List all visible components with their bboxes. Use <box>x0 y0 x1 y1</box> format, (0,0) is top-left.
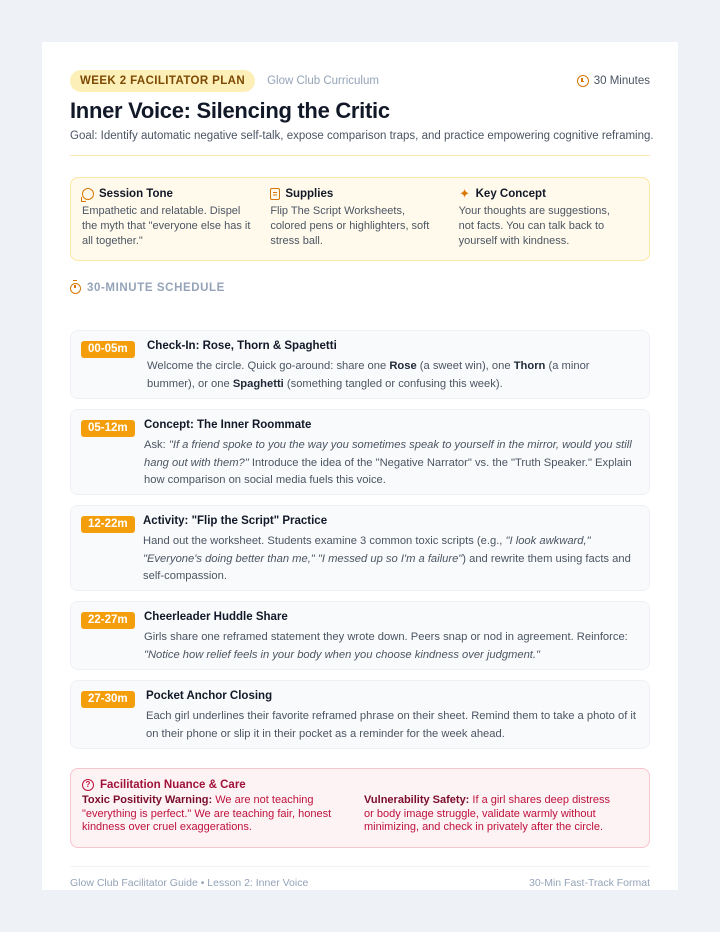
care-title: Facilitation Nuance & Care <box>100 779 246 791</box>
body-text: Welcome the circle. Quick go-around: share one <box>147 360 390 372</box>
time-badge: 27-30m <box>81 691 135 708</box>
vulnerability-safety-text: If a girl shares deep distress or body image struggle, validate warmly without minimizing, and check in privately after the circle. <box>364 794 610 833</box>
schedule-item <box>70 505 650 591</box>
help-circle-icon: ? <box>82 779 94 791</box>
care-columns <box>82 794 638 835</box>
body-text: Girls share one reframed statement they wrote down. Peers snap or nod in agreement. Reinforce: <box>144 631 628 643</box>
supplies-title: Supplies <box>285 188 334 200</box>
page-title: Inner Voice: Silencing the Critic <box>70 98 390 123</box>
schedule-heading <box>70 282 650 294</box>
duration-label: 30 Minutes <box>593 75 650 87</box>
emphasis-term: Thorn <box>513 360 546 372</box>
body-text: (a sweet win), one <box>416 360 514 372</box>
schedule-item-title: Check-In: Rose, Thorn & Spaghetti <box>147 340 337 352</box>
clock-icon <box>577 75 589 87</box>
session-tone-text: Empathetic and relatable. Dispel the myth that "everyone else has it all together." <box>82 205 251 247</box>
body-text: (something tangled or confusing this week). <box>283 377 503 390</box>
footer-format-label: 30-Min Fast-Track Format <box>529 877 650 889</box>
emphasis-term: Rose <box>389 360 417 372</box>
session-info-panel <box>70 177 650 261</box>
page-content <box>70 70 654 889</box>
schedule-item <box>70 680 650 749</box>
duration <box>577 75 650 87</box>
body-text: Hand out the worksheet. Students examine 3 common toxic scripts (e.g., <box>143 535 506 547</box>
toxic-positivity-text: We are not teaching "everything is perfect." We are teaching fair, honest kindness over cruel exaggerations. <box>82 794 332 833</box>
page-footer <box>70 866 650 889</box>
body-text: Introduce the idea of the "Negative Narrator" vs. the "Truth Speaker." Explain how comparison on social media fuels this voice. <box>144 456 632 486</box>
time-badge: 12-22m <box>81 516 135 533</box>
key-concept-title: Key Concept <box>475 188 546 200</box>
supplies-heading <box>270 188 442 200</box>
quoted-prompt: "Notice how relief feels in your body when you choose kindness over judgment." <box>144 648 540 661</box>
quoted-prompt: "If a friend spoke to you the way you sometimes speak to yourself in the mirror, would you still hang out with them?" <box>144 439 632 469</box>
vulnerability-safety-label: Vulnerability Safety: <box>364 794 470 806</box>
schedule-item-body <box>147 358 639 393</box>
lesson-plan-page <box>42 42 678 890</box>
schedule-item-body <box>143 533 639 586</box>
quoted-prompt: "I look awkward," "Everyone's doing better than me," "I messed up so I'm a failure" <box>143 535 591 565</box>
schedule-item-body <box>144 437 639 490</box>
time-badge: 05-12m <box>81 420 135 437</box>
vulnerability-safety-note <box>360 794 638 835</box>
session-tone-title: Session Tone <box>99 188 173 200</box>
body-text: ) and rewrite them using facts and self-compassion. <box>143 552 631 582</box>
toxic-positivity-label: Toxic Positivity Warning: <box>82 794 213 806</box>
schedule-item-title: Pocket Anchor Closing <box>146 690 273 702</box>
key-concept-heading <box>459 188 628 200</box>
body-text: Each girl underlines their favorite reframed phrase on their sheet. Remind them to take a photo of it on their phone or slip it in their pocket as a reminder for the week ahead. <box>146 710 637 740</box>
schedule-item-body <box>146 708 639 743</box>
key-concept-text: Your thoughts are suggestions, not facts. You can talk back to yourself with kindness. <box>458 205 610 247</box>
supplies-text: Flip The Script Worksheets, colored pens or highlighters, soft stress ball. <box>270 205 430 247</box>
goal-text: Goal: Identify automatic negative self-talk, expose comparison traps, and practice empowering cognitive reframing. <box>70 130 654 142</box>
time-badge: 00-05m <box>81 341 135 358</box>
schedule-item-title: Activity: "Flip the Script" Practice <box>143 515 328 527</box>
header-meta-row <box>70 70 650 92</box>
key-concept-card <box>453 188 638 250</box>
schedule-item <box>70 601 650 670</box>
schedule-item <box>70 330 650 399</box>
facilitation-care-panel <box>70 768 650 848</box>
stopwatch-icon <box>70 283 81 294</box>
divider <box>70 155 650 156</box>
care-heading <box>82 779 638 791</box>
time-badge: 22-27m <box>81 612 135 629</box>
sparkle-icon: ✦ <box>459 186 471 201</box>
schedule-item-title: Concept: The Inner Roommate <box>144 419 312 431</box>
week-badge: WEEK 2 FACILITATOR PLAN <box>70 70 255 92</box>
schedule-heading-label: 30-MINUTE SCHEDULE <box>87 282 225 294</box>
curriculum-label: Glow Club Curriculum <box>267 75 379 87</box>
toxic-positivity-note <box>82 794 360 835</box>
body-text: (a minor bummer), or one <box>147 360 590 390</box>
session-tone-card <box>82 188 267 250</box>
session-tone-heading <box>82 188 257 200</box>
emphasis-term: Spaghetti <box>232 377 284 390</box>
schedule-item-body <box>144 629 639 664</box>
body-text: Ask: <box>144 439 169 451</box>
supplies-card <box>267 188 452 250</box>
schedule-item-title: Cheerleader Huddle Share <box>144 611 288 623</box>
schedule-item <box>70 409 650 495</box>
footer-guide-label: Glow Club Facilitator Guide • Lesson 2: Inner Voice <box>70 877 309 889</box>
chat-bubble-icon <box>82 188 94 200</box>
document-icon <box>270 188 280 200</box>
